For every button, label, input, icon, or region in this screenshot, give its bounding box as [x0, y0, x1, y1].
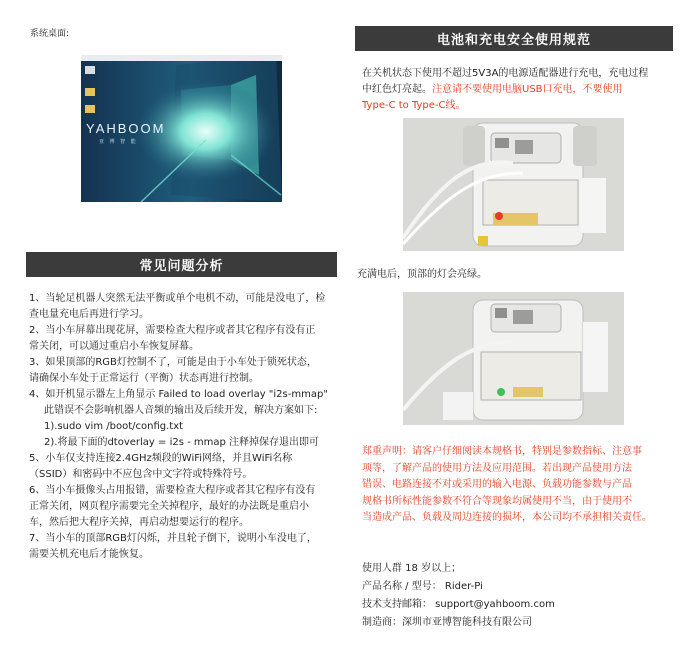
info-email: 技术支持邮箱： support@yahboom.com	[362, 599, 555, 610]
faq-line: 需要关机充电后才能恢复。	[29, 549, 149, 560]
disclaimer-line: 郑重声明：请客户仔细阅读本规格书，特别是参数指标、注意事	[362, 446, 642, 457]
faq-title: 常见问题分析	[26, 252, 337, 277]
faq-line: 正常关闭，网页程序需要完全关掉程序，最好的办法既是重启小	[29, 501, 309, 512]
yahboom-logo-subtext: 亚 博 智 能	[99, 139, 138, 145]
faq-line: 4、如开机显示器左上角显示 Failed to load overlay "i2s-mmap"	[29, 389, 328, 400]
yahboom-logo-text: YAHBOOM	[86, 121, 166, 136]
info-manufacturer: 制造商：深圳市亚博智能科技有限公司	[362, 617, 532, 628]
disclaimer-line: 当造成产品、负载及周边连接的损坏，本公司均不承担相关责任。	[362, 512, 652, 523]
folder-icon	[85, 88, 95, 96]
info-age: 使用人群 18 岁以上；	[362, 563, 462, 574]
faq-line: 车，然后把大程序关掉，再启动想要运行的程序。	[29, 517, 249, 528]
faq-list	[29, 291, 351, 563]
battery-safety-title: 电池和充电安全使用规范	[355, 26, 673, 51]
battery-line: 在关机状态下使用不超过5V3A的电源适配器进行充电，充电过程	[362, 68, 649, 79]
full-charge-note: 充满电后，顶部的灯会亮绿。	[357, 269, 487, 280]
faq-line: 请确保小车处于正常运行（平衡）状态再进行控制。	[29, 373, 259, 384]
faq-line: 查电量充电后再进行学习。	[29, 309, 149, 320]
battery-warning: Type-C to Type-C线。	[362, 100, 466, 111]
disclaimer-line: 错误、电路连接不对或采用的输入电源、负载功能参数与产品	[362, 479, 632, 490]
faq-line: 5、小车仅支持连接2.4GHz频段的WiFi网络，并且WiFi名称	[29, 453, 293, 464]
folder-icon	[85, 105, 95, 113]
faq-line: 2、当小车屏幕出现花屏，需要检查大程序或者其它程序有没有正	[29, 325, 316, 336]
faq-line: 1、当轮足机器人突然无法平衡或单个电机不动，可能是没电了，检	[29, 293, 326, 304]
faq-line: （SSID）和密码中不应包含中文字符或特殊符号。	[29, 469, 253, 480]
desktop-label: 系统桌面:	[30, 29, 70, 39]
robot-charging-photo	[403, 118, 624, 251]
faq-line: 此错误不会影响机器人音频的输出及后续开发，解决方案如下:	[44, 405, 318, 416]
product-info	[362, 560, 555, 632]
faq-line: 1).sudo vim /boot/config.txt	[44, 421, 184, 432]
faq-line: 7、当小车的顶部RGB灯闪烁，并且轮子倒下，说明小车没电了，	[29, 533, 317, 544]
desktop-screenshot	[81, 55, 282, 202]
trash-icon	[85, 66, 95, 74]
disclaimer	[362, 444, 682, 527]
faq-line: 常关闭，可以通过重启小车恢复屏幕。	[29, 341, 199, 352]
disclaimer-line: 规格书所标性能参数不符合等现象均属使用不当，由于使用不	[362, 495, 632, 507]
desktop-taskbar	[81, 55, 282, 61]
faq-line: 6、当小车摄像头占用报错，需要检查大程序或者其它程序有没有	[29, 485, 316, 496]
disclaimer-line: 项等，了解产品的使用方法及应用范围。若出现产品使用方法	[362, 462, 632, 474]
faq-line: 3、如果顶部的RGB灯控制不了，可能是由于小车处于锁死状态，	[29, 357, 317, 368]
battery-warning: 注意请不要使用电脑USB口充电，不要使用	[432, 84, 623, 95]
faq-line: 2).将最下面的dtoverlay = i2s - mmap 注释掉保存退出即可	[44, 437, 320, 448]
robot-charged-photo	[403, 292, 624, 425]
battery-instructions	[362, 66, 682, 114]
info-model: 产品名称 / 型号： Rider-Pi	[362, 581, 483, 592]
battery-line: 中红色灯亮起。	[362, 84, 432, 95]
